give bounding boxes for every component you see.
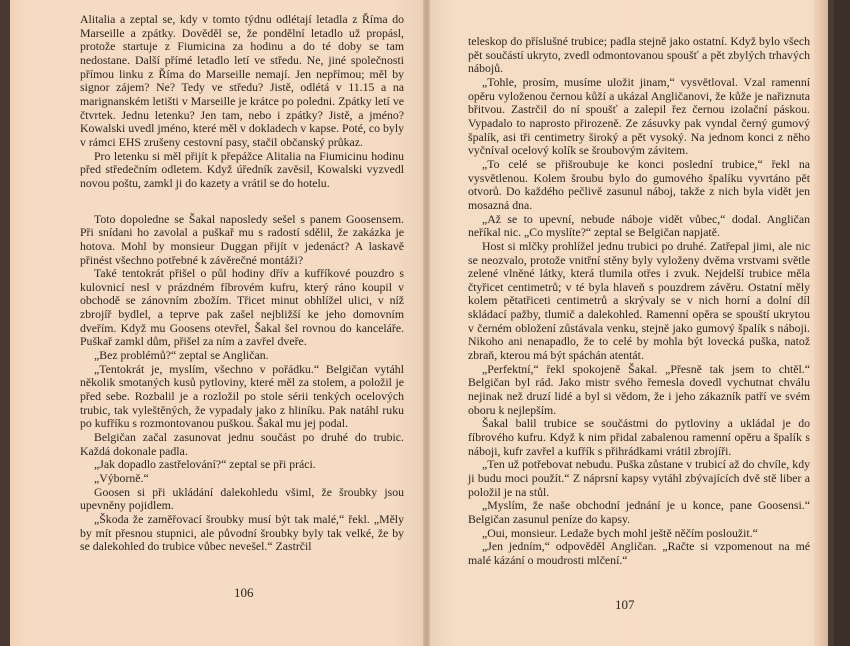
paragraph: Alitalia a zeptal se, kdy v tomto týdnu odlétají letadla z Říma do Marseille a zpátky. Dověděl se, že pondělní letadlo už propásl, protože startuje z Fiumicina za hodinu a do té doby se tam nedostane. Další přímé letadlo letí ve středu. Ne, jiné společnosti přímou linku z Říma do Marseille nemají. Jen nepřímou; měl by signor zájem? Ne? Tedy ve středu? Jistě, odlétá v 11.15 a na marignanském letišti v Marseille je krátce po poledni. Zpátky letí ve čtvrtek. Jednu letenku? Jen tam, nebo i zpátky? Jistě, a jméno? Kowalski uvedl jméno, které měl v dokladech v kapse. Poté, co byly v rámci EHS zrušeny cestovní pasy, stačil občanský průkaz.	[80, 12, 404, 149]
right-page	[430, 0, 828, 646]
paragraph: „Až se to upevní, nebude náboje vidět vůbec,“ dodal. Angličan neříkal nic. „Co myslíte?“ zeptal se Belgičan napjatě.	[468, 211, 810, 240]
page-number-right: 107	[615, 597, 635, 612]
paragraph: „Jen jedním,“ odpověděl Angličan. „Račte si vzpomenout na mé malé kázání o moudrosti mlčení.“	[468, 539, 810, 567]
paragraph: Goosen si při ukládání dalekohledu všiml, že šroubky jsou upevněny pojidlem.	[80, 484, 404, 513]
paragraph: Belgičan začal zasunovat jednu součást po druhé do trubic. Každá dokonale padla.	[80, 430, 404, 458]
background-edge	[834, 0, 850, 646]
paragraph: Host si mlčky prohlížel jednu trubici po druhé. Zatřepal jimi, ale nic se neozvalo, protože vnitřní stěny byly vyloženy dvěma vrstvami světle zelené vlněné látky, která tlumila otřes i zvuk. Nejdelší trubice měla čtyřicet centimetrů; v té byla hlaveň s pouzdrem závěru. Ostatní měly kolem pětatřiceti centimetrů a skrývaly se v nich horní a dolní díl skládací pažby, tlumič a dalekohled. Ramenní opěra se spouští ukrytou v černém obložení zůstávala venku, stejně jako gumový špalík s náboji. Nikoho ani nenapadlo, že to celé by mohla být lovecká puška, natož zbraň, kterou má být spáchán atentát.	[468, 238, 810, 363]
paragraph: „Škoda že zaměřovací šroubky musí být tak malé,“ řekl. „Měly by mít přesnou stupnici, ale původní šroubky byly tak velké, že by se dalekohled do trubice vůbec nevešel.“ Zastrčil	[80, 511, 404, 554]
paragraph: „Tentokrát je, myslím, všechno v pořádku.“ Belgičan vytáhl několik smotaných kusů pytloviny, které měl za stolem, a položil je před sebe. Rozbalil je a rozložil po stole sérii tenkých ocelových trubic, tak vyleštěných, že vypadaly jako z hliníku. Pak natáhl ruku po kufříku s rozmontovanou puškou. Šakal mu jej podal.	[80, 361, 404, 431]
paragraph: „Tohle, prosím, musíme uložit jinam,“ vysvětloval. Vzal ramenní opěru vyloženou černou kůží a ukázal Angličanovi, že kůže je nařiznuta břitvou. Zastrčil do ní spoušť a zalepil řez černou izolační páskou. Vypadalo to naprosto přirozeně. Ze zásuvky pak vyndal černý gumový špalík, asi tři centimetry široký a pět vysoký. Na jednom konci z něho vyčníval ocelový kolík se šroubovým závitem.	[468, 74, 810, 158]
paragraph: Šakal balil trubice se součástmi do pytloviny a ukládal je do fíbrového kufru. Když k nim přidal zabalenou ramenní opěru a špalík s náboji, kufr zavřel a kufřík s přihrádkami vrátil zbrojíři.	[468, 416, 810, 458]
page-edge	[814, 0, 828, 646]
paragraph: Toto dopoledne se Šakal naposledy sešel s panem Goosensem. Při snídani ho zavolal a puškař mu s radostí sdělil, že zakázka je hotova. Mohl by monsieur Duggan přijít v jedenáct? A laskavě přinést všechno potřebné k závěrečné montáži?	[80, 211, 404, 267]
left-page-text	[80, 13, 404, 554]
book-spread	[10, 0, 828, 646]
paragraph: „Perfektní,“ řekl spokojeně Šakal. „Přesně tak jsem to chtěl.“ Belgičan byl rád. Jako mistr svého řemesla dovedl vychutnat chválu nejinak než druzí lidé a byl si vědom, že i jeho zákazník patří ve svém oboru k nejlepším.	[468, 361, 810, 417]
book-gutter	[423, 0, 430, 646]
paragraph: „To celé se přišroubuje ke konci poslední trubice,“ řekl na vysvětlenou. Kolem šroubu bylo do gumového špalíku vyvrtáno pět otvorů. Do každého pečlivě zasunul náboj, takže z nich byla vidět jen mosazná dna.	[468, 156, 810, 212]
left-page	[10, 0, 423, 646]
paragraph: teleskop do příslušné trubice; padla stejně jako ostatní. Když bylo všech pět součástí ukryto, zvedl odmontovanou spoušť a pět zbylých trhavých nábojů.	[468, 34, 810, 76]
paragraph: „Ten už potřebovat nebudu. Puška zůstane v trubicí až do chvíle, kdy ji budu moci použít.“ Z náprsní kapsy vytáhl zbývajících dvě stě liber a položil je na stůl.	[468, 457, 810, 499]
paragraph: „Bez problémů?“ zeptal se Angličan.	[94, 348, 269, 363]
paragraph: „Jak dopadlo zastřelování?“ zeptal se při práci.	[94, 457, 316, 472]
paragraph: Také tentokrát přišel o půl hodiny dřív a kufříkové pouzdro s kulovnicí nesl v prázdném fíbrovém kufru, který ráno koupil v obchodě se zánovním zbožím. Třicet minut obhlížel ulici, v níž zbrojíř bydlel, a teprve pak zašel nejbližší ke jeho domovním dveřím. Když mu Goosens otevřel, Šakal šel rovnou do kanceláře. Puškař zamkl dům, přišel za ním a zavřel dveře.	[80, 266, 404, 349]
page-number-left: 106	[234, 585, 254, 600]
paragraph: Pro letenku si měl přijít k přepážce Alitalia na Fiumicinu hodinu před středečním odletem. Když úředník zavěsil, Kowalski vyzvedl novou poštu, zamkl ji do kazety a vrátil se do hotelu.	[80, 148, 404, 190]
paragraph: „Oui, monsieur. Ledaže bych mohl ještě něčím posloužit.“	[482, 525, 758, 540]
right-page-text	[468, 35, 810, 568]
paragraph: „Výborně.“	[94, 471, 149, 485]
paragraph: „Myslím, že naše obchodní jednání je u konce, pane Goosensi.“ Belgičan zasunul peníze do kapsy.	[468, 498, 810, 526]
